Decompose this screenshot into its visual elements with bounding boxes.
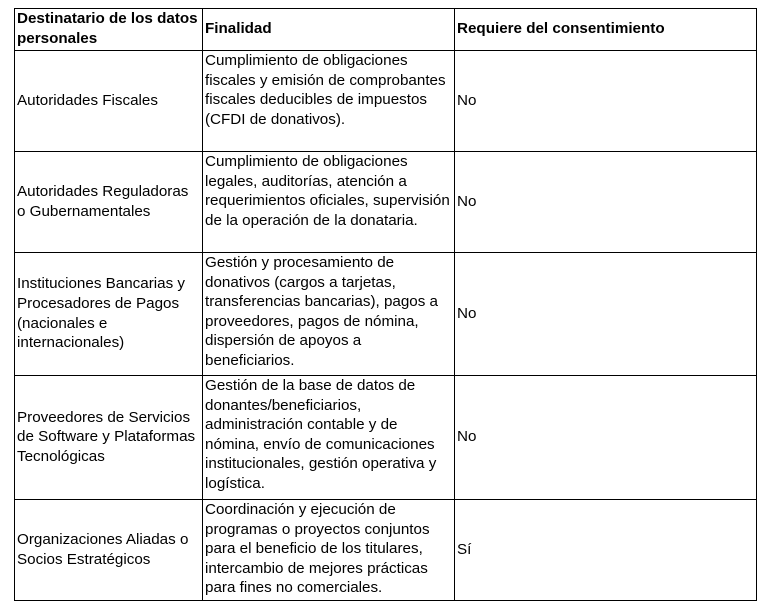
recipient-cell: Autoridades Fiscales <box>15 51 203 152</box>
table-row <box>15 51 757 152</box>
recipient-cell: Autoridades Reguladoras o Gubernamentales <box>15 152 203 253</box>
table-row <box>15 376 757 500</box>
purpose-cell: Gestión de la base de datos de donantes/beneficiarios, administración contable y de nómina, envío de comunicaciones institucionales, gestión operativa y logística. <box>203 376 455 500</box>
data-transfers-table <box>14 8 757 601</box>
consent-cell: No <box>455 152 757 253</box>
table-row <box>15 253 757 376</box>
consent-cell: No <box>455 376 757 500</box>
purpose-cell: Gestión y procesamiento de donativos (cargos a tarjetas, transferencias bancarias), pagos a proveedores, pagos de nómina, dispersión de apoyos a beneficiarios. <box>203 253 455 376</box>
table-row <box>15 152 757 253</box>
recipient-cell: Proveedores de Servicios de Software y Plataformas Tecnológicas <box>15 376 203 500</box>
header-consent: Requiere del consentimiento <box>455 9 757 51</box>
table-header-row <box>15 9 757 51</box>
purpose-cell: Cumplimiento de obligaciones legales, auditorías, atención a requerimientos oficiales, supervisión de la operación de la donataria. <box>203 152 455 253</box>
header-purpose: Finalidad <box>203 9 455 51</box>
purpose-cell: Cumplimiento de obligaciones fiscales y emisión de comprobantes fiscales deducibles de impuestos (CFDI de donativos). <box>203 51 455 152</box>
consent-cell: No <box>455 253 757 376</box>
consent-cell: Sí <box>455 500 757 601</box>
header-recipient: Destinatario de los datos personales <box>15 9 203 51</box>
recipient-cell: Organizaciones Aliadas o Socios Estratégicos <box>15 500 203 601</box>
consent-cell: No <box>455 51 757 152</box>
purpose-cell: Coordinación y ejecución de programas o proyectos conjuntos para el beneficio de los titulares, intercambio de mejores prácticas para fines no comerciales. <box>203 500 455 601</box>
table-row <box>15 500 757 601</box>
recipient-cell: Instituciones Bancarias y Procesadores de Pagos (nacionales e internacionales) <box>15 253 203 376</box>
